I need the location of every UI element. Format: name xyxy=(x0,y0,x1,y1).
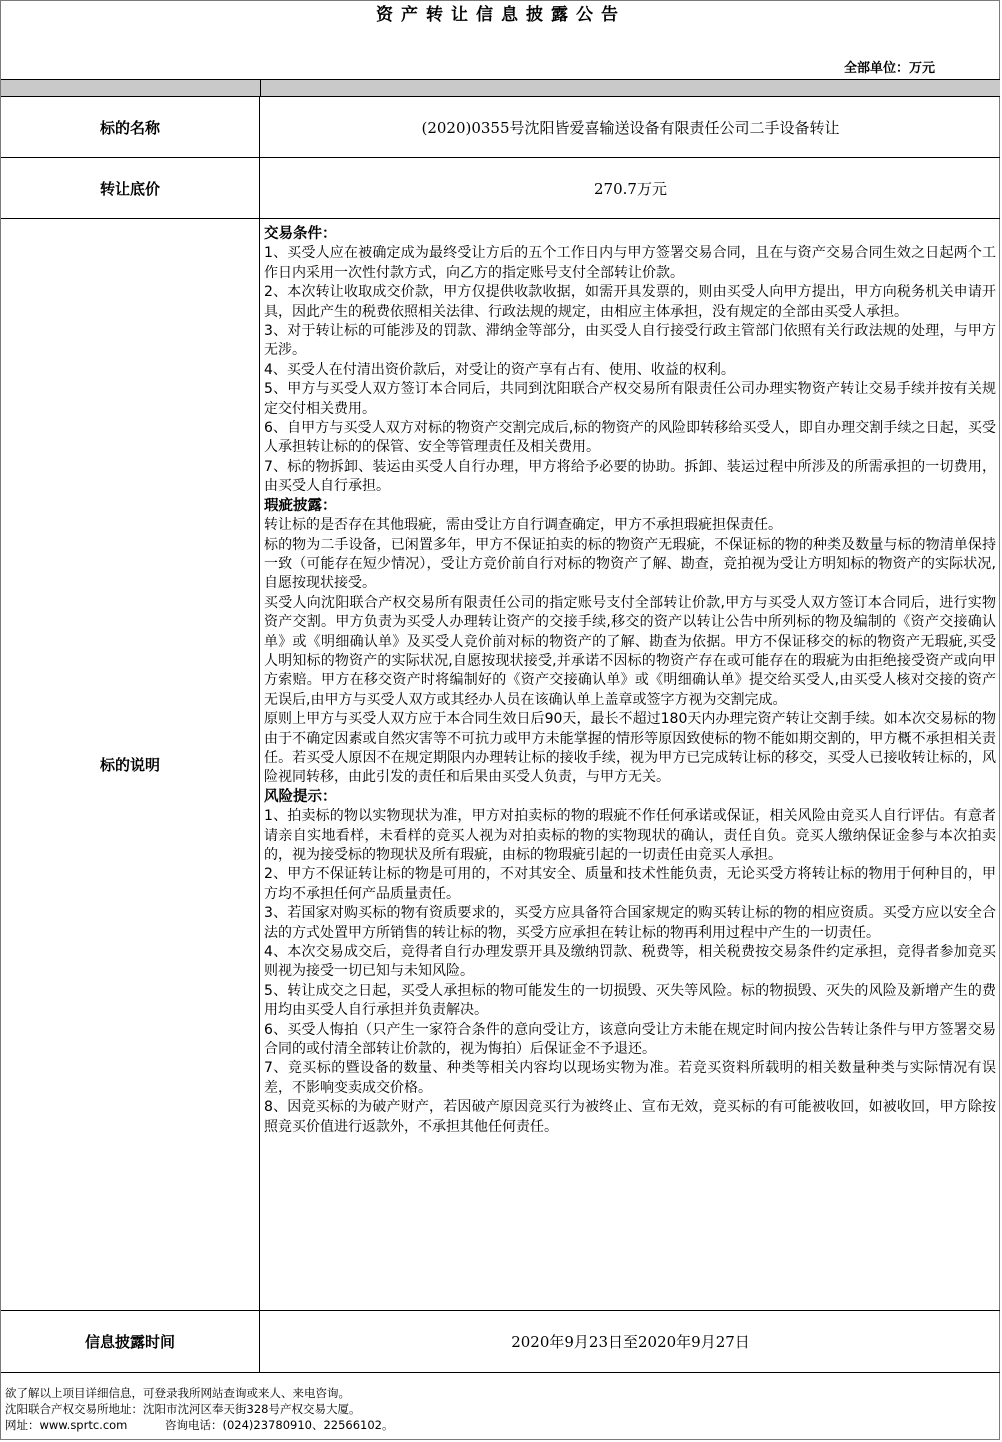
sec1-paragraph: 3、对于转让标的可能涉及的罚款、滞纳金等部分，由买受人自行接受行政主管部门依照有关行政法规的处理，与甲方无涉。 xyxy=(264,323,996,359)
desc-label: 标的说明 xyxy=(1,219,260,1310)
section-title-defects: 瑕疵披露： xyxy=(264,497,337,514)
website-link[interactable]: 网址：www.sprtc.com xyxy=(5,1418,128,1432)
sec3-paragraph: 6、买受人悔拍（只产生一家符合条件的意向受让方，该意向受让方未能在规定时间内按公告转让条件与甲方签署交易合同的或付清全部转让价款的，视为悔拍）后保证金不予退还。 xyxy=(264,1021,996,1058)
sec3-paragraph: 4、本次交易成交后，竞得者自行办理发票开具及缴纳罚款、税费等，相关税费按交易条件约定承担，竞得者参加竞买则视为接受一切已知与未知风险。 xyxy=(264,944,996,980)
defects-list xyxy=(264,516,996,788)
name-value: (2020)0355号沈阳皆爱喜输送设备有限责任公司二手设备转让 xyxy=(421,118,840,137)
section-title-conditions: 交易条件： xyxy=(264,226,337,242)
sec3-paragraph: 1、拍卖标的物以实物现状为准，甲方对拍卖标的物的瑕疵不作任何承诺或保证，相关风险由竞买人自行评估。有意者请亲自实地看样，未看样的竞买人视为对拍卖标的物的实物现状的确认，责任自负。竞买人缴纳保证金参与本次拍卖的，视为接受标的物现状及所有瑕疵，由标的物瑕疵引起的一切责任由竞买人承担。 xyxy=(264,808,996,863)
sec2-paragraph: 标的物为二手设备，已闲置多年，甲方不保证拍卖的标的物资产无瑕疵，不保证标的物的种类及数量与标的物清单保持一致（可能存在短少情况），受让方竞价前自行对标的物资产了解、勘查，竞拍视为受让方明知标的物资产的实际状况,自愿按现状接受。 xyxy=(264,536,996,592)
sec1-paragraph: 5、甲方与买受人双方签订本合同后，共同到沈阳联合产权交易所有限责任公司办理实物资产转让交易手续并按有关规定交付相关费用。 xyxy=(264,381,996,417)
sec1-paragraph: 1、买受人应在被确定成为最终受让方后的五个工作日内与甲方签署交易合同，且在与资产交易合同生效之日起两个工作日内采用一次性付款方式，向乙方的指定账号支付全部转让价款。 xyxy=(264,245,996,281)
price-value: 270.7万元 xyxy=(594,179,667,198)
row-disclosure-time xyxy=(1,1311,1000,1373)
sec1-paragraph: 6、自甲方与买受人双方对标的物资产交割完成后,标的物资产的风险即转移给买受人，即自办理交割手续之日起，买受人承担转让标的的保管、安全等管理责任及相关费用。 xyxy=(264,420,996,456)
sec3-paragraph: 3、若国家对购买标的物有资质要求的，买受方应具备符合国家规定的购买转让标的物的相应资质。买受方应以安全合法的方式处置甲方所销售的转让标的物，买受方应承担在转让标的物再利用过程中产生的一切责任。 xyxy=(264,905,996,941)
row-name xyxy=(1,97,1000,158)
row-price xyxy=(1,158,1000,219)
sec1-paragraph: 2、本次转让收取成交价款，甲方仅提供收款收据，如需开具发票的，则由买受人向甲方提出，甲方向税务机关申请开具，因此产生的税费依照相关法律、行政法规的规定，由相应主体承担，没有规定的全部由买受人承担。 xyxy=(264,284,996,320)
row-description xyxy=(1,219,1000,1311)
description-text xyxy=(264,225,996,1137)
page-title: 资产转让信息披露公告 xyxy=(376,5,626,25)
header-band xyxy=(1,79,1000,97)
footer-info xyxy=(5,1385,995,1433)
footer-line-2: 沈阳联合产权交易所地址：沈阳市沈河区奉天街328号产权交易大厦。 xyxy=(5,1402,361,1416)
unit-note: 全部单位：万元 xyxy=(843,61,935,76)
sec2-paragraph: 原则上甲方与买受人双方应于本合同生效日后90天，最长不超过180天内办理完资产转让交割手续。如本次交易标的物由于不确定因素或自然灾害等不可抗力或甲方未能掌握的情形等原因致使标的物不能如期交割的，甲方概不承担相关责任。若买受人原因不在规定期限内办理转让标的接收手续，视为甲方已完成转让标的移交，买受人已接收转让标的，风险视同转移，由此引发的责任和后果由买受人负责，与甲方无关。 xyxy=(264,711,996,786)
sec3-paragraph: 5、转让成交之日起，买受人承担标的物可能发生的一切损毁、灭失等风险。标的物损毁、灭失的风险及新增产生的费用均由买受人自行承担并负责解决。 xyxy=(264,982,996,1019)
footer-line-1: 欲了解以上项目详细信息，可登录我所网站查询或来人、来电咨询。 xyxy=(5,1386,350,1400)
sec3-paragraph: 7、竞买标的暨设备的数量、种类等相关内容均以现场实物为准。若竞买资料所载明的相关数量种类与实际情况有误差，不影响变卖成交价格。 xyxy=(264,1060,996,1096)
price-label: 转让底价 xyxy=(1,158,260,218)
risks-list xyxy=(264,807,996,1137)
sec3-paragraph: 2、甲方不保证转让标的物是可用的，不对其安全、质量和技术性能负责，无论买受方将转让标的物用于何种目的，甲方均不承担任何产品质量责任。 xyxy=(264,866,996,902)
phone-text: 咨询电话：(024)23780910、22566102。 xyxy=(165,1418,394,1432)
time-label: 信息披露时间 xyxy=(1,1311,260,1372)
name-label: 标的名称 xyxy=(1,97,260,157)
sec2-paragraph: 买受人向沈阳联合产权交易所有限责任公司的指定账号支付全部转让价款,甲方与买受人双方签订本合同后，进行实物资产交割。甲方负责为买受人办理转让资产的交接手续,移交的资产以转让公告中所列标的物及编制的《资产交接确认单》或《明细确认单》及买受人竞价前对标的物资产的了解、勘查为依据。甲方不保证移交的标的物资产无瑕疵,买受人明知标的物资产的实际状况,自愿按现状接受,并承诺不因标的物资产存在或可能存在的瑕疵为由拒绝接受资产或向甲方索赔。甲方在移交资产时将编制好的《资产交接确认单》或《明细确认单》提交给买受人,由买受人核对交接的资产无误后,由甲方与买受人双方或其经办人员在该确认单上盖章或签字方视为交割完成。 xyxy=(264,594,996,708)
conditions-list xyxy=(264,244,996,496)
sec1-paragraph: 4、买受人在付清出资价款后，对受让的资产享有占有、使用、收益的权利。 xyxy=(264,361,735,378)
sec1-paragraph: 7、标的物拆卸、装运由买受人自行办理，甲方将给予必要的协助。拆卸、装运过程中所涉及的所需承担的一切费用，由买受人自行承担。 xyxy=(264,458,996,495)
sec2-paragraph: 转让标的是否存在其他瑕疵，需由受让方自行调查确定，甲方不承担瑕疵担保责任。 xyxy=(264,517,782,534)
sec3-paragraph: 8、因竞买标的为破产财产，若因破产原因竞买行为被终止、宣布无效，竞买标的有可能被收回，如被收回，甲方除按照竞买价值进行返款外，不承担其他任何责任。 xyxy=(264,1099,996,1135)
time-value: 2020年9月23日至2020年9月27日 xyxy=(511,1333,750,1351)
section-title-risks: 风险提示： xyxy=(264,788,337,805)
